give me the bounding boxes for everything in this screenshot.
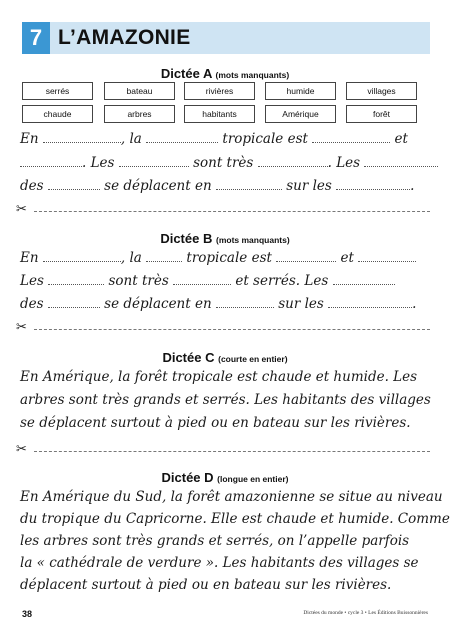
dictee-d-line: déplacent surtout à pied ou en bateau sur les rivières. bbox=[20, 577, 392, 593]
dashed-divider bbox=[34, 451, 430, 452]
text-fragment: se déplacent en bbox=[104, 296, 212, 312]
text-fragment: Les bbox=[20, 273, 44, 289]
dictee-a-heading: Dictée A bbox=[160, 66, 212, 81]
dictee-d-line: les arbres sont très grands et serrés, on l’appelle parfois bbox=[20, 533, 410, 549]
blank-field[interactable] bbox=[173, 275, 231, 285]
text-fragment: des bbox=[20, 178, 44, 194]
blank-field[interactable] bbox=[276, 252, 336, 262]
blank-field[interactable] bbox=[48, 275, 104, 285]
dictee-c-line: En Amérique, la forêt tropicale est chaude et humide. Les bbox=[20, 369, 418, 385]
text-fragment: En bbox=[20, 131, 39, 147]
word-bank-item: chaude bbox=[22, 105, 93, 123]
dictee-b-subtitle: (mots manquants) bbox=[215, 235, 290, 245]
word-bank-item: arbres bbox=[104, 105, 175, 123]
dictee-a-subtitle: (mots manquants) bbox=[215, 70, 290, 80]
dictee-b-heading: Dictée B bbox=[160, 231, 213, 246]
text-fragment: sont très bbox=[108, 273, 169, 289]
blank-field[interactable] bbox=[20, 157, 82, 167]
dictee-a-line-3 bbox=[20, 178, 430, 194]
word-bank-item: Amérique bbox=[265, 105, 336, 123]
dictee-d-title bbox=[0, 470, 450, 485]
blank-field[interactable] bbox=[48, 180, 100, 190]
page-title: L’AMAZONIE bbox=[58, 26, 191, 49]
dictee-d-heading: Dictée D bbox=[161, 470, 214, 485]
dictee-d-line: la « cathédrale de verdure ». Les habitants des villages se bbox=[20, 555, 419, 571]
blank-field[interactable] bbox=[312, 133, 390, 143]
blank-field[interactable] bbox=[146, 252, 182, 262]
scissors-icon: ✂ bbox=[16, 319, 27, 334]
page-number: 38 bbox=[22, 609, 33, 619]
text-fragment: , la bbox=[120, 250, 142, 266]
word-bank-item: bateau bbox=[104, 82, 175, 100]
chapter-number: 7 bbox=[22, 22, 50, 54]
word-bank-item: forêt bbox=[346, 105, 417, 123]
blank-field[interactable] bbox=[48, 298, 100, 308]
dictee-a-line-1 bbox=[20, 131, 430, 147]
blank-field[interactable] bbox=[328, 298, 412, 308]
word-bank-item: habitants bbox=[184, 105, 255, 123]
text-fragment: sur les bbox=[278, 296, 324, 312]
dictee-b-line-3 bbox=[20, 296, 430, 312]
text-fragment: des bbox=[20, 296, 44, 312]
text-fragment: et bbox=[394, 131, 408, 147]
blank-field[interactable] bbox=[119, 157, 189, 167]
cut-line bbox=[16, 319, 430, 335]
text-fragment: tropicale est bbox=[222, 131, 308, 147]
text-fragment: et serrés. Les bbox=[235, 273, 329, 289]
dictee-b-line-2 bbox=[20, 273, 430, 289]
text-fragment: se déplacent en bbox=[104, 178, 212, 194]
blank-field[interactable] bbox=[364, 157, 438, 167]
dictee-d-line: du tropique du Capricorne. Elle est chaude et humide. Comme bbox=[20, 511, 450, 527]
scissors-icon: ✂ bbox=[16, 201, 27, 216]
dictee-a-line-2 bbox=[20, 155, 430, 171]
text-fragment: . bbox=[410, 178, 415, 194]
blank-field[interactable] bbox=[258, 157, 328, 167]
dictee-c-subtitle: (courte en entier) bbox=[218, 354, 288, 364]
blank-field[interactable] bbox=[43, 252, 121, 262]
dictee-c-line: arbres sont très grands et serrés. Les habitants des villages bbox=[20, 392, 431, 408]
text-fragment: . bbox=[412, 296, 417, 312]
word-bank-item: rivières bbox=[184, 82, 255, 100]
text-fragment: , la bbox=[120, 131, 142, 147]
word-bank-item: humide bbox=[265, 82, 336, 100]
dictee-b-line-1 bbox=[20, 250, 430, 266]
text-fragment: tropicale est bbox=[186, 250, 272, 266]
footer-credit: Dictées du monde • cycle 3 • Les Éditions Buissonnières bbox=[303, 610, 428, 616]
text-fragment: et bbox=[340, 250, 354, 266]
dictee-d-subtitle: (longue en entier) bbox=[217, 474, 289, 484]
blank-field[interactable] bbox=[216, 298, 274, 308]
text-fragment: sont très bbox=[193, 155, 254, 171]
dashed-divider bbox=[34, 211, 430, 212]
blank-field[interactable] bbox=[358, 252, 416, 262]
text-fragment: . Les bbox=[82, 155, 115, 171]
dictee-c-title bbox=[0, 350, 450, 365]
text-fragment: . Les bbox=[327, 155, 361, 171]
blank-field[interactable] bbox=[43, 133, 121, 143]
blank-field[interactable] bbox=[146, 133, 218, 143]
cut-line bbox=[16, 441, 430, 457]
dictee-c-line: se déplacent surtout à pied ou en bateau sur les rivières. bbox=[20, 415, 411, 431]
text-fragment: En bbox=[20, 250, 39, 266]
dictee-c-heading: Dictée C bbox=[162, 350, 215, 365]
cut-line bbox=[16, 201, 430, 217]
dictee-a-title bbox=[0, 66, 450, 81]
dashed-divider bbox=[34, 329, 430, 330]
blank-field[interactable] bbox=[336, 180, 410, 190]
dictee-d-line: En Amérique du Sud, la forêt amazonienne se situe au niveau bbox=[20, 489, 443, 505]
word-bank-item: villages bbox=[346, 82, 417, 100]
dictee-b-title bbox=[0, 231, 450, 246]
scissors-icon: ✂ bbox=[16, 441, 27, 456]
text-fragment: sur les bbox=[286, 178, 332, 194]
blank-field[interactable] bbox=[333, 275, 395, 285]
word-bank-item: serrés bbox=[22, 82, 93, 100]
blank-field[interactable] bbox=[216, 180, 282, 190]
